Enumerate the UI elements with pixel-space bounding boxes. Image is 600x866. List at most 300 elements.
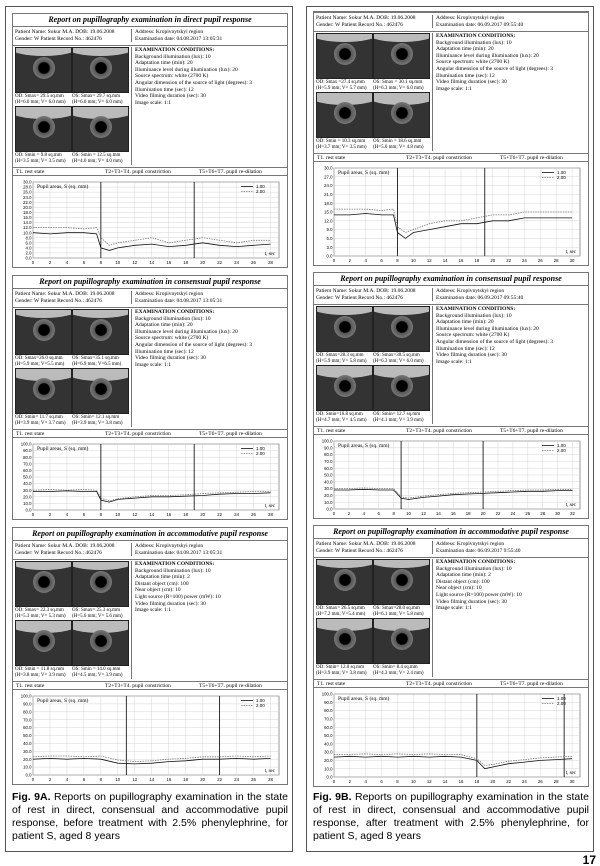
x-tick-label: 28 [540, 511, 546, 516]
exam-info [432, 541, 586, 554]
x-tick-label: 14 [149, 260, 155, 265]
condition-line: Background illumination (lux): 10 [436, 39, 512, 46]
x-tick-label: 4 [65, 777, 69, 782]
eye-images [316, 33, 430, 150]
y-tick-label: 0.0 [326, 506, 333, 512]
eye-photo-os-max [373, 306, 430, 352]
measure-os-min: OS: Smin= 8.4 sq.mm (H=4.3 mm; V= 2.4 mm) [373, 665, 424, 676]
y-tick-label: 16.0 [23, 215, 32, 221]
condition-line: Angular dimension of the source of light (degrees): 3 [135, 341, 252, 348]
eye-photo-os-min [72, 106, 129, 152]
measure-od-max: OD: Smax= 22.3 sq.mm (H=5.3 mm; V= 5.3 mm) [15, 608, 66, 619]
x-axis-label: t, sec [264, 769, 275, 774]
y-tick-label: 6.0 [326, 236, 333, 241]
condition-line: Illuminance level during illumination (lux): 20 [436, 325, 539, 332]
patient-record: Gender: W Patient Record No.: 462476 [15, 549, 102, 556]
report-panel [12, 527, 288, 785]
patient-header [13, 288, 287, 308]
condition-line: Background illumination (lux): 10 [135, 567, 211, 574]
caption-label: Fig. 9B. [313, 791, 352, 803]
x-tick-label: 0 [31, 260, 35, 265]
phase-redilation: T5+T6+T7. pupil re-dilation [500, 681, 563, 687]
y-tick-label: 40.0 [23, 741, 32, 746]
y-tick-label: 9.0 [326, 227, 333, 233]
x-tick-label: 6 [82, 260, 86, 265]
condition-line: Image scale: 1:1 [436, 605, 473, 612]
y-tick-label: 100.0 [20, 693, 32, 699]
eye-photo-os-min [373, 618, 430, 664]
x-tick-label: 26 [537, 779, 543, 784]
y-tick-label: 70.0 [324, 716, 333, 722]
measure-od-min: OD: Smin=16.8 sq.mm (H=4.7 mm; V= 4.5 mm) [316, 412, 367, 423]
eye-images [15, 47, 129, 164]
measure-od-max: OD: Smax= 26.5 sq.mm (H=7.2 mm; V=5.4 mm) [316, 606, 366, 617]
phase-redilation: T5+T6+T7. pupil re-dilation [500, 428, 563, 434]
exam-date: Examination date: 06.09.2017 09:55:40 [436, 294, 524, 301]
x-tick-label: 0 [31, 777, 35, 782]
x-tick-label: 26 [251, 512, 256, 517]
eye-photo-os-max [72, 309, 129, 355]
y-tick-label: 50.0 [324, 733, 333, 739]
condition-line: Background illumination (lux): 10 [436, 312, 512, 319]
y-tick-label: 24.0 [23, 194, 32, 200]
figure-caption [12, 791, 288, 843]
eyelid [72, 561, 129, 570]
x-tick-label: 4 [364, 258, 367, 263]
patient-header [314, 285, 588, 305]
eye-photo-od-min [15, 368, 72, 414]
conditions-heading: EXAMINATION CONDITIONS: [135, 47, 215, 53]
phase-redilation: T5+T6+T7. pupil re-dilation [199, 683, 262, 689]
condition-line: Illuminance level during illumination (lux): 20 [135, 66, 238, 73]
x-tick-label: 20 [490, 779, 496, 784]
legend-label: 1.00 [256, 698, 265, 703]
patient-header [314, 538, 588, 558]
condition-line: Illumination time (sec): 12 [135, 86, 194, 93]
y-tick-label: 20.0 [324, 758, 333, 763]
conditions-heading: EXAMINATION CONDITIONS: [436, 33, 516, 39]
condition-line: Near object (cm): 10 [436, 585, 482, 592]
eyelid [15, 47, 72, 56]
patient-info [15, 543, 129, 556]
pupil-iris [90, 571, 112, 593]
measure-os-max: OS: Smax = 30.1 sq.mm (H=6.3 mm; V= 6.0 mm) [373, 80, 424, 91]
legend-label: 1.00 [557, 170, 566, 175]
x-tick-label: 6 [82, 777, 86, 782]
x-tick-label: 4 [65, 512, 69, 517]
pupil-iris [391, 628, 413, 650]
x-tick-label: 28 [553, 258, 559, 263]
conditions-heading: EXAMINATION CONDITIONS: [436, 559, 516, 565]
legend-label: 1.00 [256, 446, 265, 451]
x-tick-label: 24 [522, 779, 527, 784]
x-tick-label: 24 [234, 260, 239, 265]
x-tick-label: 18 [465, 511, 471, 516]
patient-name: Patient Name: Sokur M.A. DOB: 19.06.2008 [316, 541, 416, 547]
condition-line: Light source (R=100) power (mW): 10 [436, 591, 522, 598]
x-tick-label: 16 [166, 260, 172, 265]
condition-line: Adaptation time (min): 20 [135, 60, 193, 67]
eyelid [373, 33, 430, 42]
patient-record: Gender: W Patient Record No.: 462476 [316, 21, 403, 28]
x-tick-label: 30 [555, 511, 561, 516]
y-tick-label: 0.0 [326, 253, 333, 259]
phase-rest: T1. rest state [317, 155, 346, 161]
legend-label: 2.00 [557, 701, 566, 706]
x-tick-label: 18 [183, 260, 189, 265]
report-title: Report on pupillography examination in consensual pupil response [39, 277, 261, 286]
x-tick-label: 2 [48, 260, 52, 265]
figure-caption [313, 791, 589, 843]
condition-line: Source spectrum: white (2700 K) [135, 73, 209, 80]
measure-od-max: OD: Smax =27.4 sq.mm (H=5.9 mm; V= 5.7 mm) [316, 80, 367, 91]
condition-line: Background illumination (lux): 10 [135, 53, 211, 60]
x-tick-label: 28 [268, 260, 273, 265]
eye-photo-os-min [72, 368, 129, 414]
y-tick-label: 40.0 [324, 741, 333, 747]
condition-line: Source spectrum: white (2700 K) [135, 335, 209, 342]
exam-date: Examination date: 04.08.2017 13:05:31 [135, 297, 223, 304]
x-tick-label: 22 [217, 512, 223, 517]
pupil-iris [90, 116, 112, 138]
measure-os-max: OS: Smax=35.1 sq.mm (H=6.9 mm; V=6.5 mm) [72, 356, 122, 367]
y-tick-label: 100.0 [20, 441, 32, 447]
y-tick-label: 60.0 [324, 724, 333, 730]
exam-info [432, 288, 586, 301]
x-tick-label: 18 [183, 777, 189, 782]
x-tick-label: 2 [347, 511, 351, 516]
x-tick-label: 16 [458, 258, 464, 263]
x-tick-label: 22 [217, 777, 223, 782]
legend-label: 1.00 [557, 696, 566, 701]
patient-info [15, 29, 129, 42]
y-tick-label: 30.0 [324, 486, 333, 492]
measure-od-min: OD: Smin= 12.0 sq.mm (H=3.9 mm; V= 3.8 mm) [316, 665, 367, 676]
eye-photo-os-min [72, 620, 129, 666]
eyelid [316, 306, 373, 315]
legend-label: 2.00 [256, 703, 265, 708]
pupil-iris [33, 57, 55, 79]
eye-photo-os-max [72, 561, 129, 607]
chart-svg [15, 177, 285, 267]
condition-line: Angular dimension of the source of light (degrees): 3 [135, 79, 252, 86]
phase-redilation: T5+T6+T7. pupil re-dilation [199, 169, 262, 175]
patient-record: Gender: W Patient Record No.: 462476 [15, 297, 102, 304]
x-tick-label: 18 [474, 258, 480, 263]
report-panel [313, 11, 589, 266]
phase-constriction: T2+T3+T4. pupil constriction [406, 428, 472, 434]
exam-info [131, 29, 285, 42]
chart-svg [15, 691, 285, 784]
patient-header [13, 540, 287, 560]
phase-bar [13, 167, 287, 176]
phase-constriction: T2+T3+T4. pupil constriction [406, 155, 472, 161]
x-tick-label: 12 [132, 512, 138, 517]
legend-label: 1.00 [256, 184, 265, 189]
x-tick-label: 2 [48, 512, 52, 517]
phase-redilation: T5+T6+T7. pupil re-dilation [199, 431, 262, 437]
y-tick-label: 10.0 [23, 764, 32, 770]
patient-record: Gender: W Patient Record No.: 462476 [15, 35, 102, 42]
pupil-iris [33, 116, 55, 138]
eye-photo-od-min [15, 620, 72, 666]
caption-text: Reports on pupillography examination in the state of rest in direct, consensual and accommodative pupil response, before treatment with 2.5% phenylephrine, for patient S, aged 8 years [12, 791, 288, 842]
x-tick-label: 8 [396, 258, 399, 263]
x-tick-label: 8 [396, 779, 399, 784]
eyelid [316, 33, 373, 42]
y-tick-label: 50.0 [23, 474, 32, 480]
pupil-iris [334, 316, 356, 338]
y-tick-label: 70.0 [23, 717, 32, 723]
x-tick-label: 4 [364, 779, 367, 784]
x-tick-label: 2 [348, 779, 352, 784]
pupil-iris [391, 43, 413, 65]
eye-photo-od-min [316, 618, 373, 664]
x-tick-label: 2 [48, 777, 52, 782]
condition-line: Adaptation time (min): 20 [436, 46, 494, 53]
y-tick-label: 10.0 [324, 766, 333, 772]
x-tick-label: 0 [332, 258, 336, 263]
patient-info [316, 541, 430, 554]
x-tick-label: 20 [490, 258, 496, 263]
x-tick-label: 14 [442, 258, 448, 263]
y-tick-label: 30.0 [324, 749, 333, 755]
measure-os-min: OS: Smin = 14.0 sq.mm (H=4.5 mm; V= 3.9 mm) [72, 667, 123, 678]
phase-rest: T1. rest state [317, 428, 346, 434]
plot-title: Pupil areas, S (sq. mm) [338, 696, 390, 702]
phase-constriction: T2+T3+T4. pupil constriction [105, 431, 171, 437]
y-tick-label: 18.0 [23, 210, 32, 215]
y-tick-label: 90.0 [324, 699, 333, 705]
patient-name: Patient Name: Sokur M.A. DOB: 19.06.2008 [15, 29, 115, 35]
pupil-area-chart [316, 689, 586, 786]
condition-line: Image scale: 1:1 [135, 99, 172, 106]
exam-date: Examination date: 06.09.2017 09:55:40 [436, 21, 524, 28]
legend-label: 2.00 [256, 189, 265, 194]
x-tick-label: 12 [132, 777, 138, 782]
x-axis-label: t, sec [565, 771, 576, 776]
phase-bar [314, 153, 588, 162]
measure-os-max: OS: Smax= 25.3 sq.mm (H=5.6 mm; V= 5.6 mm) [72, 608, 123, 619]
eye-photo-os-max [373, 559, 430, 605]
condition-line: Distant object (cm): 100 [135, 580, 189, 587]
patient-record: Gender: W Patient Record No.: 462476 [316, 547, 403, 554]
x-tick-label: 28 [268, 777, 273, 782]
y-tick-label: 50.0 [23, 733, 32, 739]
measure-os-max: OS: Smax=30.5 sq.mm (H=6.3 mm; V= 6.0 mm) [373, 353, 424, 364]
eye-photo-os-max [72, 47, 129, 93]
exam-info [131, 543, 285, 556]
condition-line: Illumination time (sec): 12 [436, 345, 495, 352]
x-tick-label: 12 [426, 779, 432, 784]
phase-bar [314, 426, 588, 435]
phase-rest: T1. rest state [16, 431, 45, 437]
condition-line: Light source (R=100) power (mW): 10 [135, 593, 221, 600]
y-tick-label: 90.0 [23, 701, 32, 707]
measure-od-min: OD: Smin = 9.8 sq.mm (H=3.5 mm; V= 3.5 mm) [15, 153, 66, 164]
pupil-iris [391, 569, 413, 591]
x-tick-label: 24 [510, 511, 516, 516]
conditions-heading: EXAMINATION CONDITIONS: [135, 561, 215, 567]
eyelid [15, 309, 72, 318]
y-tick-label: 6.0 [25, 240, 32, 246]
condition-line: Image scale: 1:1 [436, 358, 473, 365]
figure-9a-column [5, 6, 293, 852]
exam-conditions [432, 33, 586, 151]
pupil-iris [33, 378, 55, 400]
y-tick-label: 4.0 [25, 245, 32, 251]
plot-title: Pupil areas, S (sq. mm) [37, 184, 89, 190]
y-tick-label: 60.0 [23, 468, 32, 473]
x-tick-label: 12 [132, 260, 138, 265]
x-tick-label: 10 [410, 779, 416, 784]
report-panel [313, 525, 589, 787]
eyelid [316, 559, 373, 568]
exam-info [432, 15, 586, 28]
condition-line: Video filming duration (sec): 30 [436, 79, 507, 86]
condition-line: Adaptation time (min): 20 [135, 322, 193, 329]
x-axis-label: t, sec [565, 250, 576, 255]
y-tick-label: 70.0 [23, 461, 32, 467]
exam-conditions [432, 306, 586, 424]
pupil-iris [334, 375, 356, 397]
pupil-iris [391, 102, 413, 124]
y-tick-label: 20.0 [324, 493, 333, 498]
y-tick-label: 24.0 [324, 183, 333, 189]
measure-os-max: OS: Smax= 29.7 sq.mm (H=6.0 mm; V= 6.0 mm) [72, 94, 123, 105]
y-tick-label: 60.0 [23, 725, 32, 731]
y-tick-label: 30.0 [23, 487, 32, 493]
x-axis-label: t, sec [264, 504, 275, 509]
figure-9b-column [306, 6, 594, 852]
x-tick-label: 26 [251, 777, 256, 782]
x-tick-label: 26 [537, 258, 543, 263]
condition-line: Background illumination (lux): 10 [436, 565, 512, 572]
x-tick-label: 18 [183, 512, 189, 517]
patient-header [314, 12, 588, 32]
eyelid [373, 559, 430, 568]
x-tick-label: 16 [166, 512, 172, 517]
x-tick-label: 0 [332, 779, 336, 784]
phase-constriction: T2+T3+T4. pupil constriction [105, 169, 171, 175]
x-tick-label: 0 [332, 511, 336, 516]
pupil-iris [90, 57, 112, 79]
y-tick-label: 100.0 [321, 438, 333, 444]
address: Address: Kropivnytskyi region [135, 29, 204, 35]
address: Address: Kropivnytskyi region [436, 288, 505, 294]
condition-line: Source spectrum: white (2700 K) [436, 332, 510, 339]
x-tick-label: 10 [410, 258, 416, 263]
eye-photo-od-max [15, 47, 72, 93]
condition-line: Image scale: 1:1 [135, 361, 172, 368]
patient-info [316, 15, 430, 28]
pupil-area-chart [316, 163, 586, 265]
x-tick-label: 16 [458, 779, 464, 784]
x-tick-label: 6 [377, 511, 380, 516]
x-tick-label: 26 [251, 260, 256, 265]
exam-date: Examination date: 04.08.2017 13:05:31 [135, 35, 223, 42]
eye-photo-od-min [15, 106, 72, 152]
measure-os-min: OS: Smin= 12.7 sq.mm (H=4.1 mm; V= 3.9 mm) [373, 412, 424, 423]
condition-line: Illuminance level during illumination (lux): 20 [436, 52, 539, 59]
phase-bar [314, 679, 588, 688]
y-tick-label: 20.0 [23, 204, 32, 210]
address: Address: Kropivnytskyi region [436, 15, 505, 21]
x-tick-label: 10 [115, 777, 121, 782]
patient-info [316, 288, 430, 301]
condition-line: Video filming duration (sec): 30 [135, 600, 206, 607]
exam-conditions [131, 309, 285, 427]
y-tick-label: 18.0 [324, 200, 333, 206]
x-tick-label: 20 [480, 511, 486, 516]
phase-rest: T1. rest state [317, 681, 346, 687]
y-tick-label: 30.0 [23, 179, 32, 185]
measure-od-min: OD: Smin= 11.7 sq.mm (H=3.9 mm; V= 3.7 mm) [15, 415, 66, 426]
measure-os-min: OS: Smin = 12.5 sq.mm (H=4.0 mm; V= 4.0 mm) [72, 153, 123, 164]
measure-os-min: OS: Smin= 12.1 sq.mm (H=3.9 mm; V= 3.8 mm) [72, 415, 123, 426]
x-tick-label: 16 [450, 511, 456, 516]
y-tick-label: 70.0 [324, 459, 333, 464]
x-tick-label: 20 [200, 260, 206, 265]
eye-images [15, 309, 129, 426]
y-tick-label: 90.0 [23, 448, 32, 454]
condition-line: Illumination time (sec): 12 [135, 348, 194, 355]
chart-svg [316, 163, 586, 265]
y-tick-label: 0.0 [25, 772, 32, 778]
pupil-area-chart [15, 177, 285, 267]
patient-name: Patient Name: Sokur M.A. DOB: 19.06.2008 [15, 543, 115, 549]
x-tick-label: 8 [99, 512, 103, 517]
legend-label: 2.00 [557, 175, 566, 180]
y-tick-label: 80.0 [23, 454, 32, 460]
x-tick-label: 22 [506, 258, 511, 263]
x-tick-label: 4 [362, 511, 366, 516]
conditions-heading: EXAMINATION CONDITIONS: [135, 309, 215, 315]
x-tick-label: 16 [166, 777, 172, 782]
phase-rest: T1. rest state [16, 683, 45, 689]
address: Address: Kropivnytskyi region [135, 291, 204, 297]
y-tick-label: 30.0 [23, 748, 32, 754]
measure-od-max: OD: Smax= 29.5 sq.mm (H=6.0 mm; V= 6.0 mm) [15, 94, 66, 105]
x-tick-label: 10 [115, 512, 121, 517]
address: Address: Kropivnytskyi region [436, 541, 505, 547]
legend-label: 2.00 [557, 448, 566, 453]
exam-date: Examination date: 06.09.2017 9:55:40 [436, 547, 521, 554]
y-tick-label: 22.0 [23, 199, 32, 205]
address: Address: Kropivnytskyi region [135, 543, 204, 549]
x-tick-label: 8 [392, 511, 395, 516]
y-tick-label: 0.0 [25, 255, 32, 261]
x-tick-label: 14 [149, 512, 155, 517]
x-tick-label: 0 [31, 512, 35, 517]
y-tick-label: 100.0 [321, 691, 333, 697]
x-tick-label: 20 [200, 512, 206, 517]
eye-photo-os-min [373, 92, 430, 138]
x-axis-label: t, sec [264, 252, 275, 257]
eye-images [316, 559, 430, 676]
eye-photo-od-max [15, 309, 72, 355]
x-tick-label: 22 [495, 511, 501, 516]
exam-info [131, 291, 285, 304]
y-tick-label: 2.0 [25, 250, 32, 256]
patient-name: Patient Name: Sokur M.A. DOB: 19.06.2008 [316, 288, 416, 294]
x-tick-label: 30 [569, 779, 575, 784]
eye-photo-od-max [15, 561, 72, 607]
measure-os-max: OS: Smax=28.0 sq.mm (H=6.1 mm; V= 5.8 mm) [373, 606, 424, 617]
x-tick-label: 14 [435, 511, 441, 516]
legend-label: 1.00 [557, 443, 566, 448]
x-tick-label: 14 [149, 777, 155, 782]
